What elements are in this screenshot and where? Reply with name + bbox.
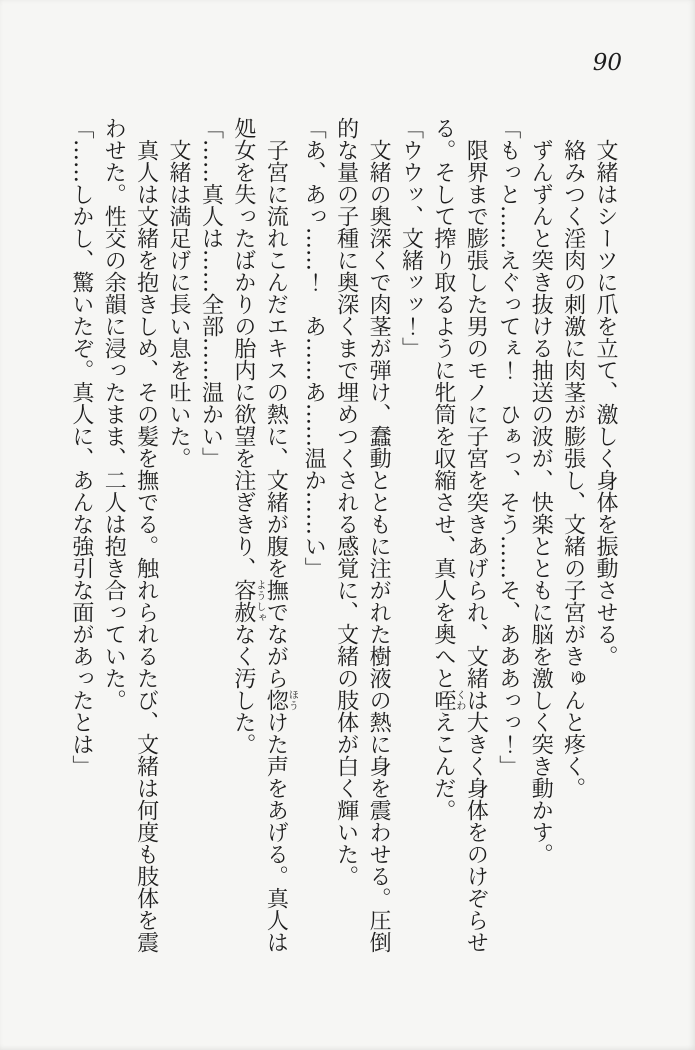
paragraph xyxy=(524,117,556,955)
text-segment: 文緒の奥深くで肉茎が弾け、蠢動とともに注がれた樹液の熱に身を震わせる。圧倒的な量の子種に奥深くまで埋めつくされる感覚に、文緒の肢体が白く輝いた。 xyxy=(333,117,392,953)
paragraph xyxy=(194,117,226,955)
page-number: 90 xyxy=(592,50,622,76)
furigana-annotated-word: 容赦ようしゃ xyxy=(230,579,265,623)
text-segment: なく汚した。 xyxy=(230,623,256,755)
text-segment: 「ウウッ、文緒ッッ！」 xyxy=(398,117,424,359)
text-segment: けた声をあげる。真人は処女を失ったばかりの胎内に欲望を注ぎきり、 xyxy=(230,117,289,953)
paragraph xyxy=(226,117,296,955)
paragraph xyxy=(491,117,523,955)
paragraph xyxy=(329,117,394,955)
text-segment: えこんだ。 xyxy=(430,711,456,821)
text-segment: 子宮に流れこんだエキスの熱に、文緒が腹を撫でながら xyxy=(263,139,289,689)
paragraph xyxy=(426,117,491,955)
text-segment: 真人は文緒を抱きしめ、その髪を撫でる。触れられるたび、文緒は何度も肢体を震わせた。性交の余韻に浸ったまま、二人は抱き合っていた。 xyxy=(101,117,159,953)
text-segment: 限界まで膨張した男のモノに子宮を突きあげられ、文緒は大きく身体をのけぞらせる。そして搾り取るように牝筒を収縮させ、真人を奥へと xyxy=(430,117,489,953)
text-segment: 文緒は満足げに長い息を吐いた。 xyxy=(166,139,192,469)
paragraph xyxy=(556,117,588,955)
paragraph xyxy=(297,117,329,955)
furigana-annotated-word: 咥くわ xyxy=(430,689,465,711)
body-text xyxy=(64,117,621,955)
paragraph xyxy=(589,117,621,955)
text-segment: 「……しかし、驚いたぞ。真人に、あんな強引な面があったとは」 xyxy=(68,117,94,777)
paragraph xyxy=(97,117,162,955)
paragraph xyxy=(162,117,194,955)
text-segment: 文緒はシーツに爪を立て、激しく身体を振動させる。 xyxy=(593,139,618,667)
furigana-annotated-word: 惚ほう xyxy=(263,689,298,711)
paragraph xyxy=(394,117,426,955)
text-segment: 「あ、あっ……！ あ……あ……温か……い」 xyxy=(301,117,327,579)
text-segment: 「もっと……えぐってぇ！ ひぁっ、そう……そ、あああっっ！」 xyxy=(495,117,521,777)
text-segment: 絡みつく淫肉の刺激に肉茎が膨張し、文緒の子宮がきゅんと疼く。 xyxy=(560,139,586,799)
text-segment: 「……真人は……全部……温かい」 xyxy=(198,117,224,469)
text-segment: ずんずんと突き抜ける抽送の波が、快楽とともに脳を激しく突き動かす。 xyxy=(528,139,554,865)
paragraph xyxy=(64,117,96,955)
